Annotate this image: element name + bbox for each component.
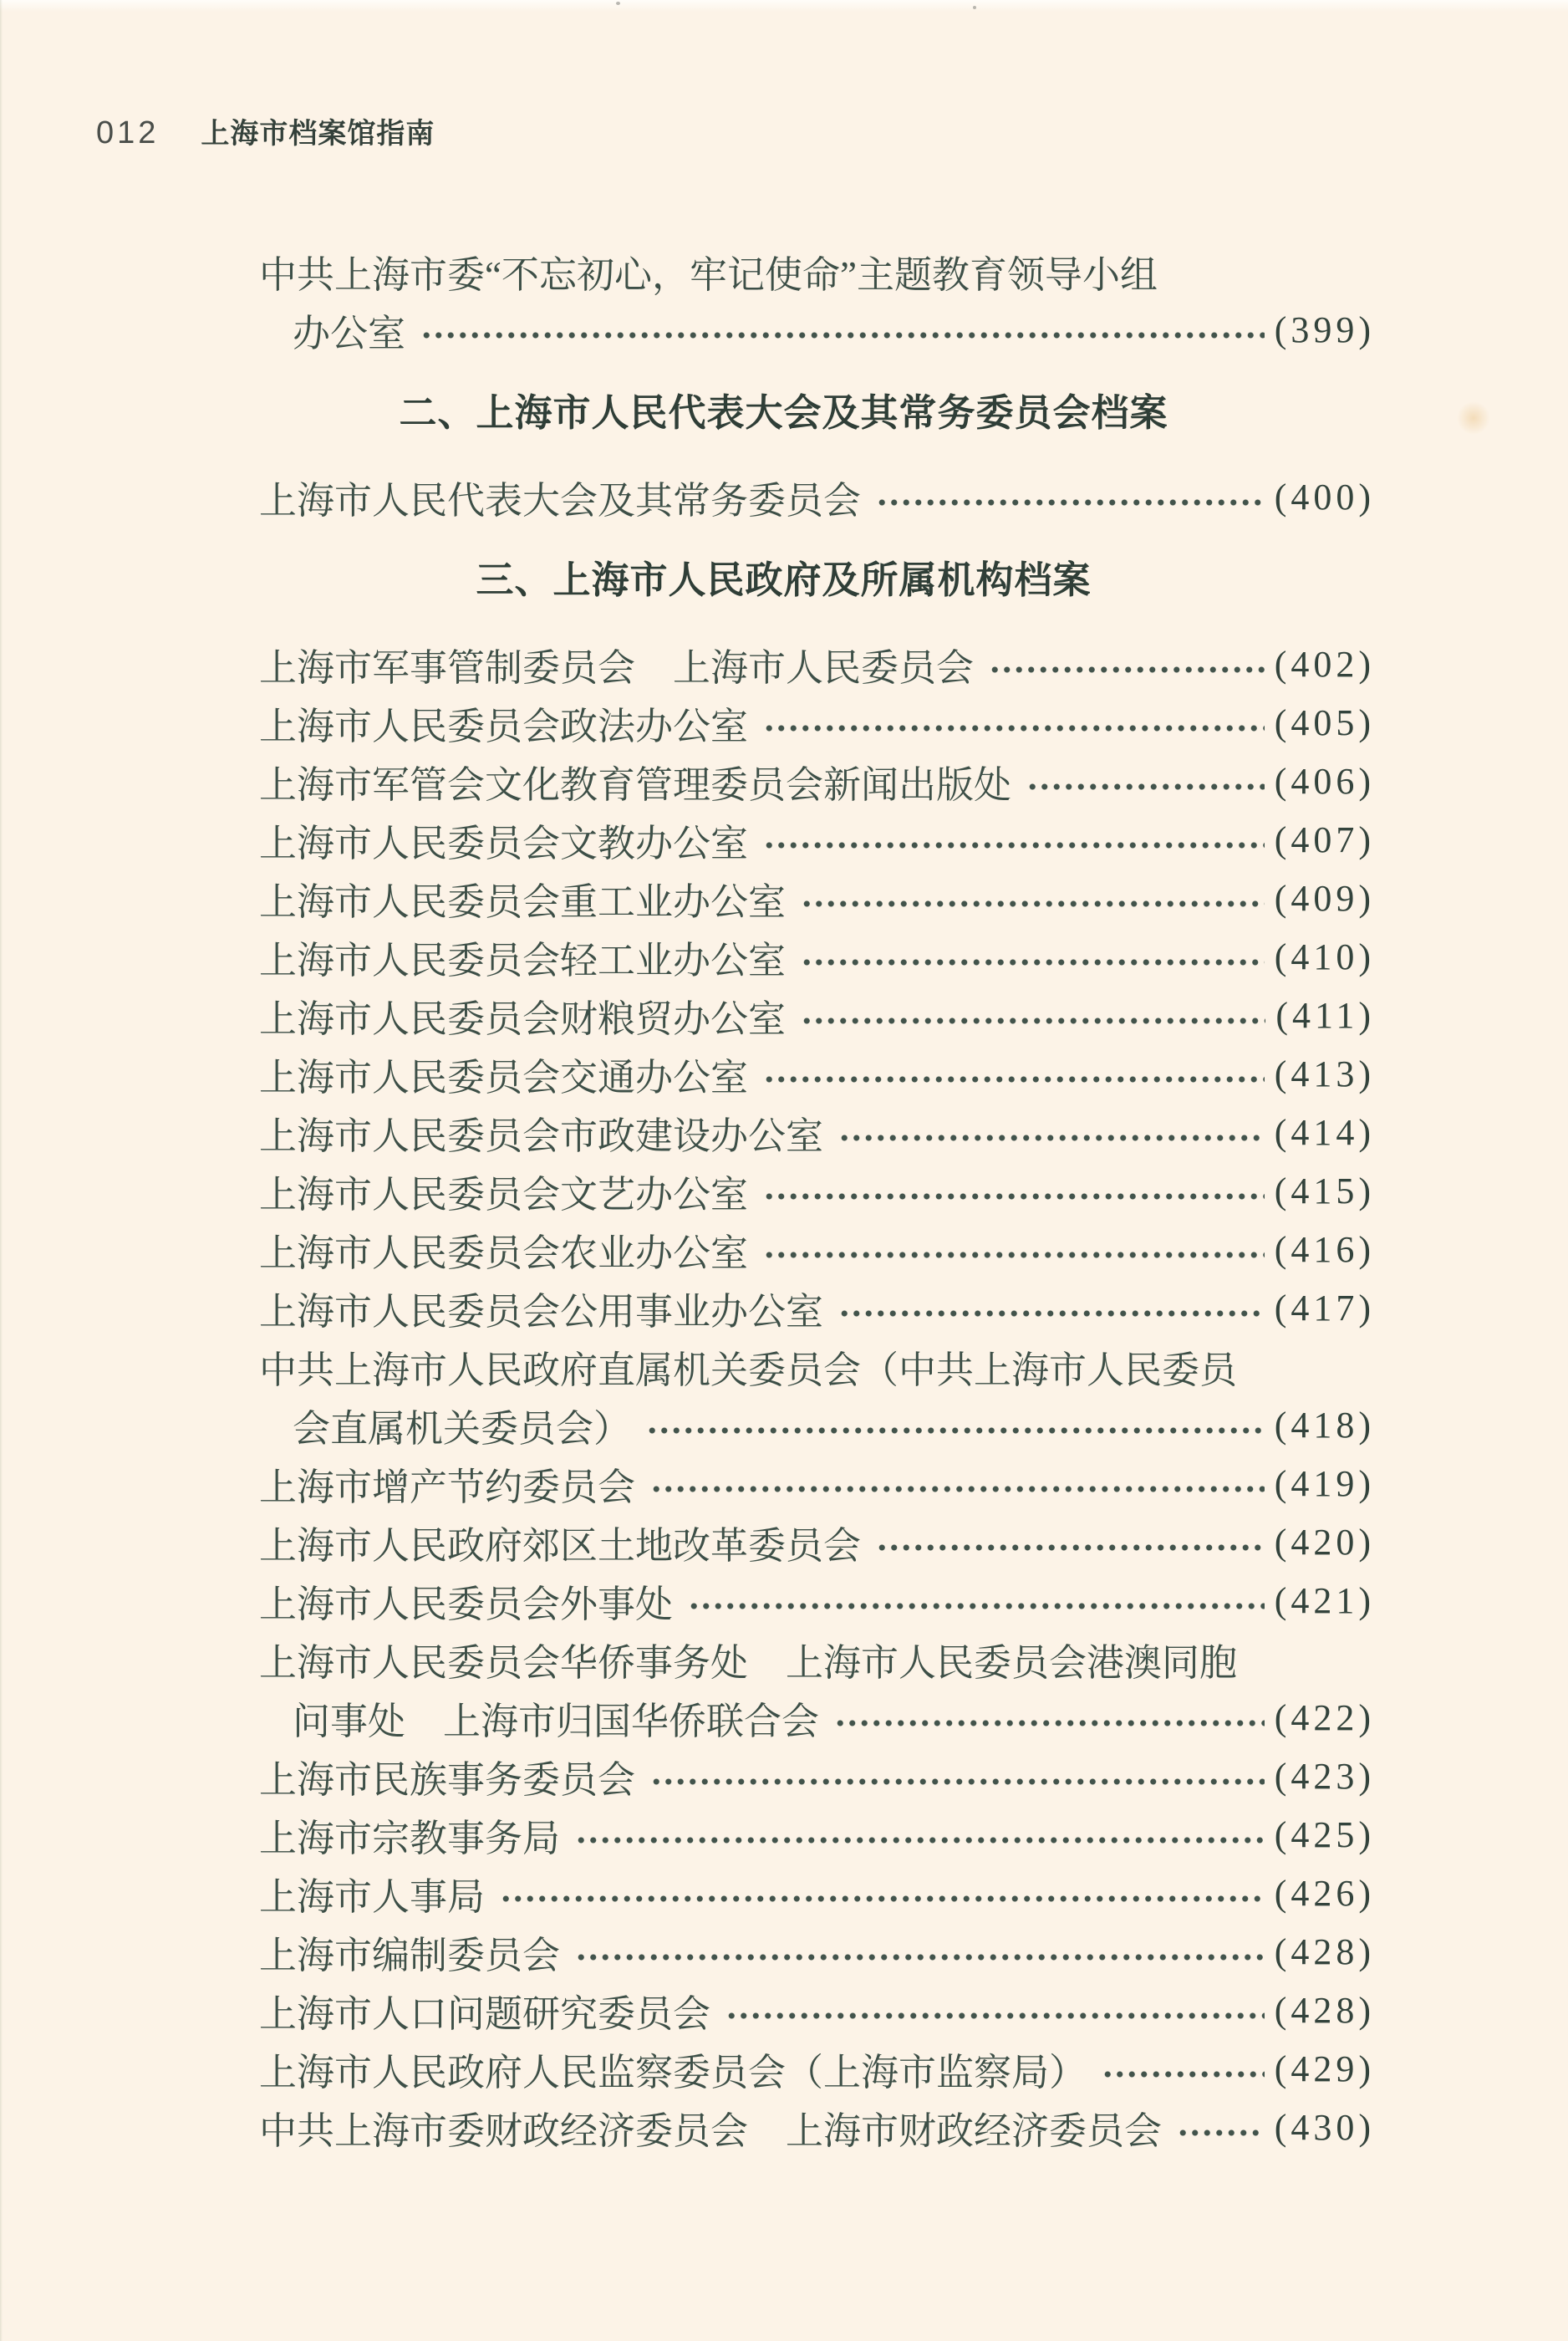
entry-title: 上海市军事管制委员会 上海市人民委员会 [259, 646, 975, 689]
entry-page-number: (405) [1274, 701, 1375, 743]
entry-title: 上海市人民代表大会及其常务委员会 [259, 479, 862, 522]
toc-entry-line [259, 1103, 1375, 1161]
dot-leader [801, 1014, 1265, 1028]
toc-entry-line [259, 1337, 1375, 1395]
toc-entry-line [259, 1864, 1375, 1922]
entry-title: 中共上海市委“不忘初心，牢记使命”主题教育领导小组 [259, 253, 1158, 296]
toc-entry-line [259, 300, 1375, 359]
dot-leader [650, 1482, 1265, 1496]
entry-title: 上海市人民委员会外事处 [259, 1583, 674, 1625]
toc-entry-line [259, 810, 1375, 869]
scan-left-edge [0, 0, 3, 2341]
toc [259, 242, 1375, 2156]
entry-title: 上海市人民委员会文艺办公室 [259, 1173, 749, 1216]
toc-entry-line [259, 2039, 1375, 2098]
toc-entry-line [259, 1395, 1375, 1454]
toc-entry-line [259, 635, 1375, 693]
dot-leader [725, 2009, 1265, 2022]
entry-page-number: (430) [1274, 2106, 1375, 2148]
dot-leader [763, 1190, 1265, 1203]
section-heading: 二、上海市人民代表大会及其常务委员会档案 [399, 391, 1168, 434]
entry-title: 上海市人民委员会文教办公室 [259, 822, 749, 864]
toc-entry-line [259, 1454, 1375, 1512]
dot-leader [688, 1599, 1265, 1613]
dot-leader [1102, 2068, 1265, 2081]
toc-entry-line [259, 1688, 1375, 1747]
dot-leader [1177, 2126, 1265, 2140]
entry-page-number: (417) [1274, 1287, 1375, 1329]
dot-leader [763, 839, 1265, 852]
entry-title: 办公室 [293, 312, 406, 354]
toc-entry-line [259, 986, 1375, 1044]
toc-entry-line [259, 1512, 1375, 1571]
toc-entry-line [259, 467, 1375, 526]
entry-title: 上海市人民委员会农业办公室 [259, 1232, 749, 1274]
entry-page-number: (419) [1274, 1462, 1375, 1504]
entry-page-number: (402) [1274, 643, 1375, 685]
entry-title: 中共上海市委财政经济委员会 上海市财政经济委员会 [259, 2109, 1163, 2152]
entry-title: 上海市人民政府人民监察委员会（上海市监察局） [259, 2051, 1087, 2094]
dot-leader [763, 1248, 1265, 1262]
entry-page-number: (418) [1274, 1404, 1375, 1446]
entry-title: 上海市人民委员会交通办公室 [259, 1056, 749, 1099]
toc-entry-line [259, 1278, 1375, 1337]
paper-stain [1454, 401, 1493, 435]
entry-page-number: (423) [1274, 1755, 1375, 1797]
dot-leader [838, 1131, 1265, 1145]
entry-title: 中共上海市人民政府直属机关委员会（中共上海市人民委员 [259, 1349, 1238, 1391]
toc-entry-line [259, 1161, 1375, 1220]
toc-entry-line [259, 242, 1375, 300]
entry-page-number: (406) [1274, 760, 1375, 802]
scan-speck [973, 6, 976, 9]
dot-leader [801, 956, 1265, 969]
dot-leader [1026, 780, 1265, 793]
dot-leader [876, 496, 1265, 509]
toc-entry-line [259, 1044, 1375, 1103]
entry-title: 上海市人事局 [259, 1875, 486, 1918]
dot-leader [575, 1834, 1265, 1847]
entry-title: 问事处 上海市归国华侨联合会 [293, 1700, 820, 1742]
entry-page-number: (414) [1274, 1111, 1375, 1153]
entry-title: 上海市人民委员会市政建设办公室 [259, 1114, 824, 1157]
entry-title: 上海市军管会文化教育管理委员会新闻出版处 [259, 763, 1012, 806]
folio-page-number: 012 [96, 115, 160, 150]
dot-leader [989, 663, 1265, 676]
entry-page-number: (413) [1274, 1053, 1375, 1094]
entry-page-number: (400) [1274, 476, 1375, 518]
toc-entry-line [259, 927, 1375, 986]
entry-page-number: (409) [1274, 877, 1375, 919]
entry-page-number: (415) [1274, 1170, 1375, 1211]
entry-title: 上海市人民委员会轻工业办公室 [259, 939, 787, 982]
toc-entry-line [259, 752, 1375, 810]
dot-leader [646, 1424, 1265, 1437]
dot-leader [838, 1307, 1265, 1320]
dot-leader [500, 1892, 1265, 1905]
scan-speck [616, 2, 620, 5]
entry-page-number: (399) [1274, 309, 1375, 350]
entry-title: 上海市人民委员会公用事业办公室 [259, 1290, 824, 1333]
toc-entry-line [259, 1922, 1375, 1981]
entry-title: 上海市人民委员会政法办公室 [259, 705, 749, 747]
entry-page-number: (429) [1274, 2048, 1375, 2089]
entry-page-number: (428) [1274, 1930, 1375, 1972]
dot-leader [834, 1716, 1265, 1730]
toc-entry-line [259, 693, 1375, 752]
entry-page-number: (426) [1274, 1872, 1375, 1914]
dot-leader [876, 1541, 1265, 1554]
toc-entry-line [259, 869, 1375, 927]
dot-leader [763, 722, 1265, 735]
entry-title: 上海市宗教事务局 [259, 1817, 561, 1859]
section-heading: 三、上海市人民政府及所属机构档案 [476, 558, 1092, 601]
toc-entry-line [259, 2098, 1375, 2156]
entry-page-number: (422) [1274, 1696, 1375, 1738]
entry-page-number: (420) [1274, 1521, 1375, 1563]
toc-entry-line [259, 1630, 1375, 1688]
toc-entry-line [259, 1220, 1375, 1278]
entry-title: 上海市编制委员会 [259, 1934, 561, 1976]
entry-title: 上海市人口问题研究委员会 [259, 1992, 711, 2035]
dot-leader [763, 1073, 1265, 1086]
running-head [96, 110, 435, 151]
entry-page-number: (421) [1274, 1579, 1375, 1621]
entry-page-number: (407) [1274, 819, 1375, 860]
entry-title: 会直属机关委员会） [293, 1407, 632, 1450]
entry-page-number: (428) [1274, 1989, 1375, 2031]
dot-leader [801, 897, 1265, 910]
toc-entry-line [259, 1981, 1375, 2039]
entry-title: 上海市民族事务委员会 [259, 1758, 636, 1801]
entry-title: 上海市人民委员会华侨事务处 上海市人民委员会港澳同胞 [259, 1641, 1238, 1684]
book-title: 上海市档案馆指南 [201, 118, 435, 150]
entry-title: 上海市人民政府郊区土地改革委员会 [259, 1524, 862, 1567]
entry-title: 上海市人民委员会重工业办公室 [259, 880, 787, 923]
entry-page-number: (425) [1274, 1813, 1375, 1855]
scan-top-edge [0, 0, 1568, 12]
dot-leader [420, 329, 1265, 342]
toc-entry-line [259, 1747, 1375, 1805]
entry-page-number: (411) [1275, 994, 1375, 1036]
entry-page-number: (416) [1274, 1228, 1375, 1270]
entry-page-number: (410) [1274, 936, 1375, 977]
entry-title: 上海市增产节约委员会 [259, 1466, 636, 1508]
dot-leader [650, 1775, 1265, 1788]
toc-entry-line [259, 1805, 1375, 1864]
dot-leader [575, 1951, 1265, 1964]
toc-entry-line [259, 1571, 1375, 1630]
entry-title: 上海市人民委员会财粮贸办公室 [259, 997, 787, 1040]
